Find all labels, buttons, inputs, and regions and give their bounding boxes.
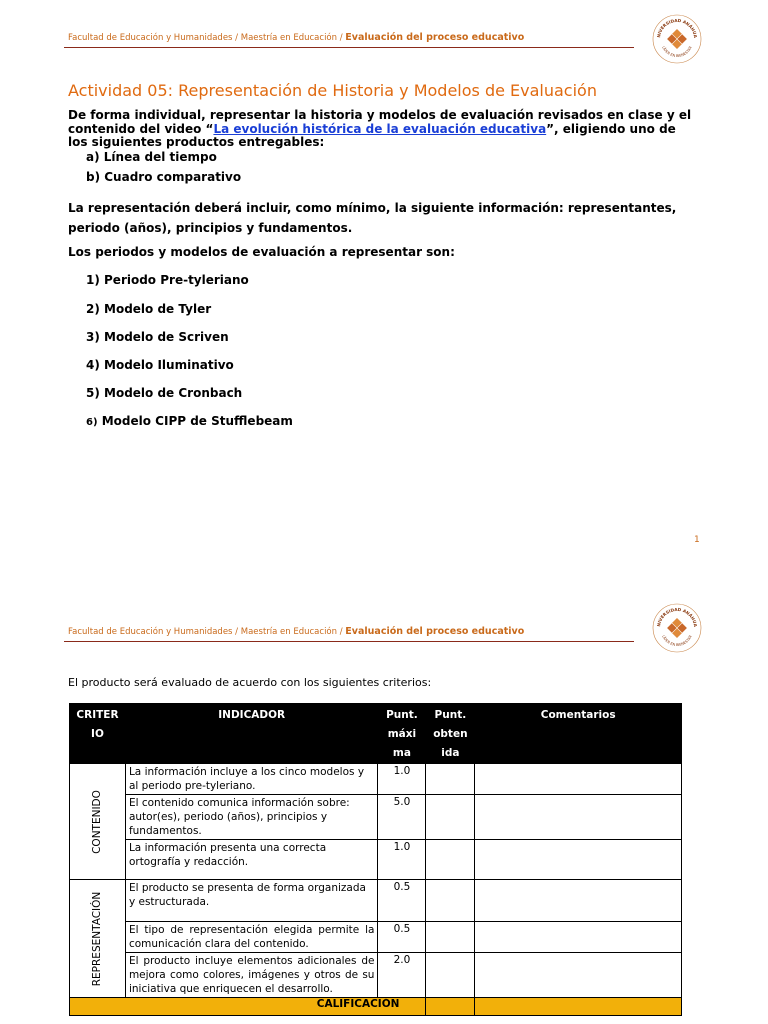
indicador-cell: El contenido comunica información sobre: autor(es), periodo (años), principios y fundamentos. — [125, 795, 378, 840]
col-header-punt-max: Punt. máxi ma — [378, 704, 426, 764]
header-course: Evaluación del proceso educativo — [345, 626, 525, 637]
obtained-score-cell[interactable] — [426, 953, 475, 998]
period-number: 6) — [86, 417, 98, 428]
col-header-punt-obtenida: Punt. obten ida — [426, 704, 475, 764]
max-score-cell: 5.0 — [378, 795, 426, 840]
indicador-cell: El producto se presenta de forma organizada y estructurada. — [125, 880, 378, 922]
table-row — [70, 795, 682, 840]
comments-cell[interactable] — [475, 880, 682, 922]
logo-text-top: NIVERSIDAD ANÁHUA — [656, 17, 699, 39]
indicador-cell: La información incluye a los cinco modelos y al periodo pre-tyleriano. — [125, 764, 378, 795]
comments-cell[interactable] — [475, 922, 682, 953]
period-item: 5) Modelo de Cronbach — [86, 386, 243, 400]
periods-intro: Los periodos y modelos de evaluación a representar son: — [68, 245, 455, 259]
table-header-row — [70, 704, 682, 764]
col-header-indicador: INDICADOR — [125, 704, 378, 764]
option-item: a) Línea del tiempo — [86, 150, 217, 164]
header-rule — [64, 641, 634, 642]
criterio-cell — [70, 880, 126, 998]
logo-text-bottom: LÍDER EN BIENESTAR — [661, 634, 693, 648]
page-header — [68, 626, 524, 637]
table-row — [70, 953, 682, 998]
intro-text-end: ”, eligiendo uno de los siguientes productos entregables: — [68, 121, 676, 149]
header-rule — [64, 47, 634, 48]
header-course: Evaluación del proceso educativo — [345, 32, 525, 43]
criterio-cell — [70, 764, 126, 880]
max-score-cell: 0.5 — [378, 922, 426, 953]
table-row — [70, 880, 682, 922]
comments-cell[interactable] — [475, 764, 682, 795]
calificacion-row — [70, 998, 682, 1016]
calificacion-label: CALIFICACIÓN — [70, 998, 426, 1016]
criterio-label: CONTENIDO — [91, 789, 104, 854]
period-item: 3) Modelo de Scriven — [86, 330, 229, 344]
table-row — [70, 922, 682, 953]
obtained-score-cell[interactable] — [426, 880, 475, 922]
table-row — [70, 840, 682, 880]
calificacion-score-cell[interactable] — [426, 998, 475, 1016]
calificacion-comments-cell[interactable] — [475, 998, 682, 1016]
document-page-2 — [0, 575, 768, 1024]
intro-text-start: De forma individual, representar la historia y modelos de evaluación revisados en clase y el contenido del video “ — [68, 108, 692, 136]
table-row — [70, 764, 682, 795]
max-score-cell: 1.0 — [378, 840, 426, 880]
intro-paragraph — [68, 109, 698, 150]
period-label: Modelo CIPP de Stufflebeam — [101, 414, 293, 428]
header-path: Facultad de Educación y Humanidades / Maestría en Educación / — [68, 627, 346, 637]
comments-cell[interactable] — [475, 840, 682, 880]
header-path: Facultad de Educación y Humanidades / Maestría en Educación / — [68, 33, 346, 43]
rubric-table — [69, 703, 682, 1016]
max-score-cell: 1.0 — [378, 764, 426, 795]
obtained-score-cell[interactable] — [426, 795, 475, 840]
max-score-cell: 0.5 — [378, 880, 426, 922]
page-number: 1 — [694, 535, 700, 545]
option-item: b) Cuadro comparativo — [86, 170, 242, 184]
evaluation-intro: El producto será evaluado de acuerdo con los siguientes criterios: — [68, 676, 432, 689]
max-score-cell: 2.0 — [378, 953, 426, 998]
page-header — [68, 32, 524, 43]
logo-text-top: NIVERSIDAD ANÁHUA — [656, 606, 699, 628]
obtained-score-cell[interactable] — [426, 840, 475, 880]
activity-title: Actividad 05: Representación de Historia y Modelos de Evaluación — [68, 81, 597, 100]
obtained-score-cell[interactable] — [426, 764, 475, 795]
period-item: 4) Modelo Iluminativo — [86, 358, 234, 372]
university-logo — [652, 603, 702, 653]
col-header-criterio: CRITER IO — [70, 704, 126, 764]
period-item — [86, 414, 293, 428]
requirement-paragraph: La representación deberá incluir, como mínimo, la siguiente información: representantes, periodo (años), principios y fundamentos. — [68, 201, 677, 235]
criterio-label: REPRESENTACIÓN — [91, 891, 104, 986]
indicador-cell: El tipo de representación elegida permite la comunicación clara del contenido. — [125, 922, 378, 953]
comments-cell[interactable] — [475, 953, 682, 998]
logo-text-bottom: LÍDER EN BIENESTAR — [661, 45, 693, 59]
video-link[interactable]: La evolución histórica de la evaluación educativa — [213, 121, 547, 136]
obtained-score-cell[interactable] — [426, 922, 475, 953]
period-item: 1) Periodo Pre-tyleriano — [86, 273, 249, 287]
col-header-comentarios: Comentarios — [475, 704, 682, 764]
indicador-cell: La información presenta una correcta ortografía y redacción. — [125, 840, 378, 880]
period-item: 2) Modelo de Tyler — [86, 302, 212, 316]
comments-cell[interactable] — [475, 795, 682, 840]
university-logo — [652, 14, 702, 64]
indicador-cell: El producto incluye elementos adicionales de mejora como colores, imágenes y otros de su iniciativa que enriquecen el desarrollo. — [125, 953, 378, 998]
